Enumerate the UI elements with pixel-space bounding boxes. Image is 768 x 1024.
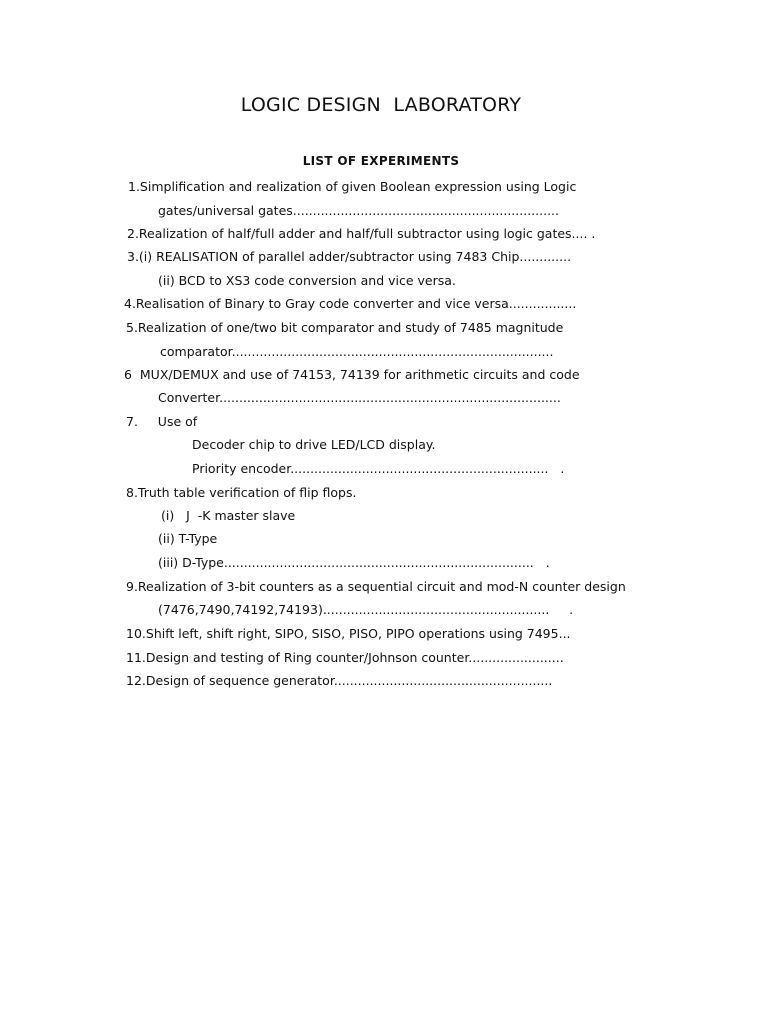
experiment-line-7-sub-b: Priority encoder................................................................. . bbox=[192, 461, 565, 476]
experiment-line-9: 9.Realization of 3-bit counters as a sequential circuit and mod-N counter design bbox=[126, 579, 626, 594]
experiment-line-1: 1.Simplification and realization of given Boolean expression using Logic bbox=[128, 179, 577, 194]
page-title: LOGIC DESIGN LABORATORY bbox=[240, 94, 522, 116]
experiment-line-11: 11.Design and testing of Ring counter/Johnson counter........................ bbox=[126, 650, 564, 665]
list-heading: LIST OF EXPERIMENTS bbox=[302, 154, 460, 168]
experiment-line-6-cont: Converter...................................................................................... bbox=[158, 390, 561, 405]
experiment-line-8-sub-i: (i) J -K master slave bbox=[161, 508, 296, 523]
experiment-line-7-sub-a: Decoder chip to drive LED/LCD display. bbox=[192, 437, 436, 452]
experiment-line-3: 3.(i) REALISATION of parallel adder/subtractor using 7483 Chip............. bbox=[127, 249, 572, 264]
experiment-line-8-sub-iii: (iii) D-Type.............................................................................. . bbox=[158, 555, 550, 570]
experiment-line-3-sub: (ii) BCD to XS3 code conversion and vice versa. bbox=[158, 273, 456, 288]
experiment-line-4: 4.Realisation of Binary to Gray code converter and vice versa................. bbox=[124, 296, 577, 311]
experiment-line-2: 2.Realization of half/full adder and half/full subtractor using logic gates.... . bbox=[127, 226, 596, 241]
experiment-line-6: 6 MUX/DEMUX and use of 74153, 74139 for arithmetic circuits and code bbox=[124, 367, 580, 382]
experiment-line-10: 10.Shift left, shift right, SIPO, SISO, PISO, PIPO operations using 7495... bbox=[126, 626, 571, 641]
experiment-line-12: 12.Design of sequence generator....................................................... bbox=[126, 673, 553, 688]
experiment-line-5: 5.Realization of one/two bit comparator and study of 7485 magnitude bbox=[126, 320, 564, 335]
experiment-line-9-cont: (7476,7490,74192,74193)......................................................... . bbox=[158, 602, 574, 617]
experiment-line-8: 8.Truth table verification of flip flops. bbox=[126, 485, 357, 500]
experiment-line-7: 7. Use of bbox=[126, 414, 198, 429]
experiment-line-1-cont: gates/universal gates................................................................... bbox=[158, 203, 559, 218]
experiment-line-8-sub-ii: (ii) T-Type bbox=[158, 531, 218, 546]
experiment-line-5-cont: comparator................................................................................. bbox=[160, 344, 554, 359]
